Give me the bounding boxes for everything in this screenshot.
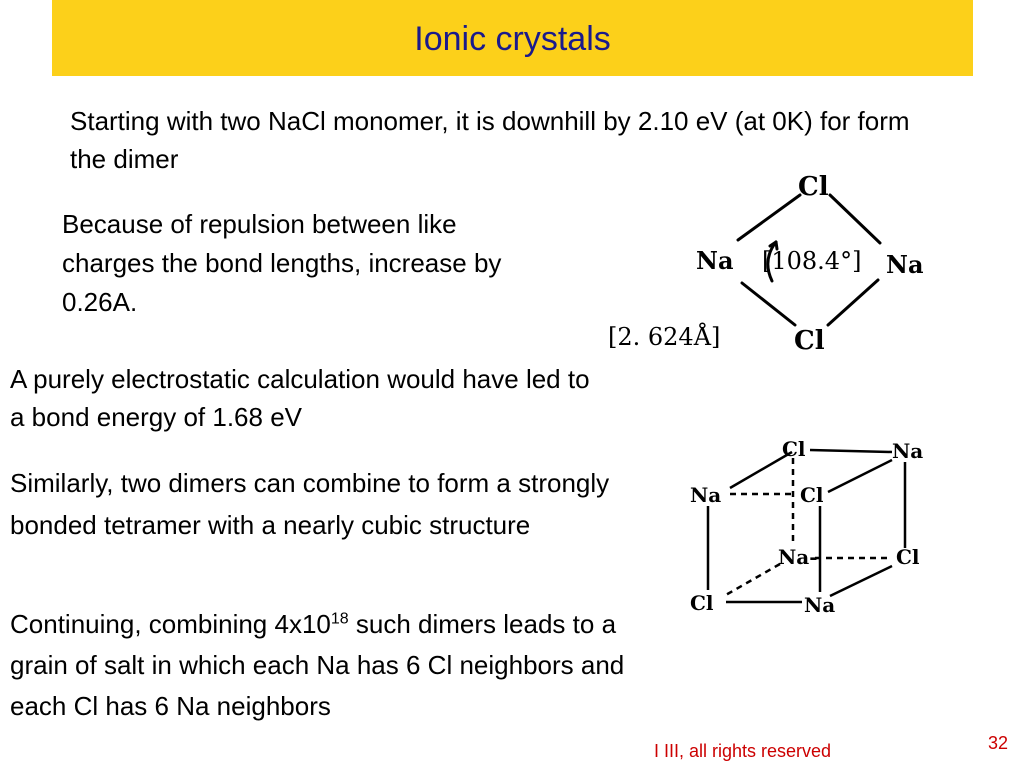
edge-top-right bbox=[828, 460, 892, 492]
paragraph-dimer-energy: Starting with two NaCl monomer, it is downhill by 2.10 eV (at 0K) for form the dimer bbox=[70, 106, 910, 174]
dimer-diagram bbox=[600, 165, 940, 360]
tetramer-cl-bottom-back: Cl bbox=[896, 545, 920, 569]
bond-bottom-left bbox=[742, 283, 795, 325]
tetramer-na-bottom-back: Na- bbox=[778, 545, 818, 569]
dimer-na-left: Na bbox=[696, 246, 734, 275]
dimer-cl-top: Cl bbox=[798, 172, 829, 202]
p5-suffix: such dimers leads to a grain of salt in which each Na has 6 Cl neighbors and each Cl has 6 Na neighbors bbox=[10, 609, 625, 721]
edge-bottom-right bbox=[830, 566, 892, 596]
tetramer-cl-top-back: Cl bbox=[782, 437, 806, 461]
paragraph-repulsion: Because of repulsion between like charges the bond lengths, increase by 0.26A. bbox=[62, 209, 502, 317]
bond-top-left bbox=[738, 195, 800, 240]
tetramer-na-bottom-front: Na bbox=[804, 593, 836, 617]
tetramer-cl-top-front: Cl bbox=[800, 483, 824, 507]
page-number: 32 bbox=[988, 733, 1009, 753]
tetramer-diagram bbox=[680, 430, 940, 620]
slide-title: Ionic crystals bbox=[414, 20, 611, 58]
tetramer-na-top-front: Na bbox=[690, 483, 722, 507]
tetramer-cl-bottom-front: Cl bbox=[690, 591, 714, 615]
footer-rights: I III, all rights reserved bbox=[654, 741, 832, 761]
edge-bottom-left-dashed bbox=[724, 564, 780, 596]
paragraph-electrostatic: A purely electrostatic calculation would have led to a bond energy of 1.68 eV bbox=[10, 364, 590, 432]
p5-prefix: Continuing, combining 4x10 bbox=[10, 609, 331, 639]
dimer-bond-length-label: [2. 624Å] bbox=[608, 323, 721, 351]
edge-top-back bbox=[810, 450, 892, 452]
paragraph-tetramer: Similarly, two dimers can combine to form a strongly bonded tetramer with a nearly cubic structure bbox=[10, 468, 610, 540]
tetramer-na-top-back: Na bbox=[892, 439, 924, 463]
p5-exponent: 18 bbox=[330, 610, 349, 628]
paragraph-grain-of-salt bbox=[10, 604, 650, 727]
bond-bottom-right bbox=[828, 280, 878, 325]
dimer-angle-label: [108.4°] bbox=[762, 247, 862, 275]
bond-top-right bbox=[830, 195, 880, 243]
title-bar bbox=[52, 0, 973, 76]
dimer-cl-bottom: Cl bbox=[794, 326, 825, 356]
dimer-na-right: Na bbox=[886, 250, 924, 279]
